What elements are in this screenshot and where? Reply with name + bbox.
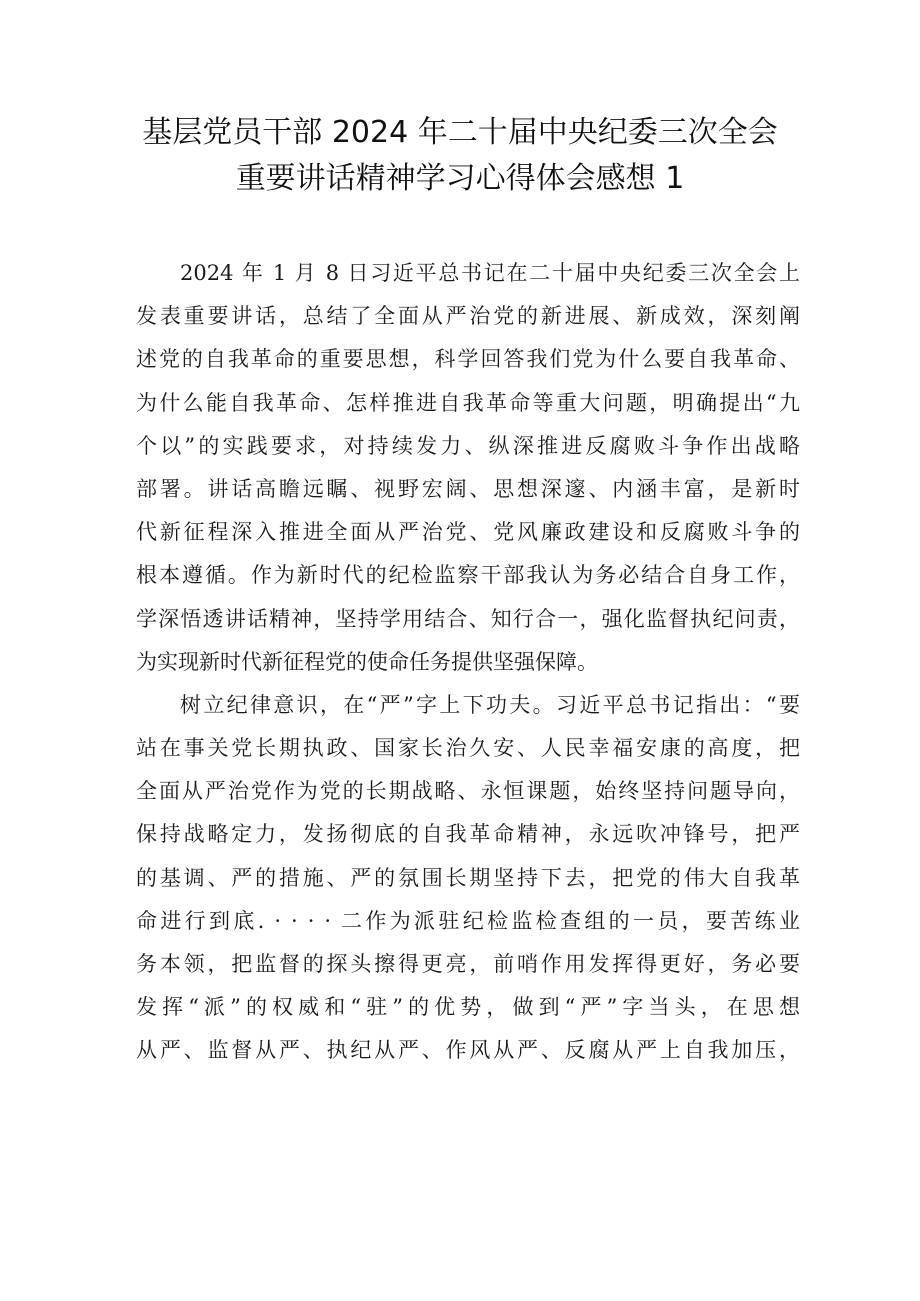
- text-line: 述党的自我革命的重要思想，科学回答我们党为什么要自我革命、: [136, 347, 800, 372]
- text-line: 根本遵循。作为新时代的纪检监察干部我认为务必结合自身工作，: [136, 563, 800, 588]
- text-line: 2024 年 1 月 8 日习近平总书记在二十届中央纪委三次全会上: [180, 261, 800, 285]
- text-line: 部署。讲话高瞻远瞩、视野宏阔、思想深邃、内涵丰富，是新时: [136, 476, 800, 501]
- text-line: 为什么能自我革命、怎样推进自我革命等重大问题，明确提出“九: [136, 390, 800, 415]
- text-line: 为实现新时代新征程党的使命任务提供坚强保障。: [136, 649, 598, 674]
- text-line: 树立纪律意识，在“严”字上下功夫。习近平总书记指出：“要: [180, 692, 800, 717]
- text-line: 站在事关党长期执政、国家长治久安、人民幸福安康的高度，把: [136, 736, 800, 761]
- text-line: 个以”的实践要求，对持续发力、纵深推进反腐败斗争作出战略: [136, 433, 800, 458]
- text-line: 的基调、严的措施、严的氛围长期坚持下去，把党的伟大自我革: [136, 865, 800, 890]
- document-body: [136, 252, 800, 1073]
- document-title: [0, 110, 920, 202]
- text-line: 务本领，把监督的探头擦得更亮，前哨作用发挥得更好，务必要: [136, 952, 800, 976]
- text-line: 全面从严治党作为党的长期战略、永恒课题，始终坚持问题导向，: [136, 779, 800, 804]
- title-line-2: 重要讲话精神学习心得体会感想 1: [235, 161, 685, 196]
- text-line: 代新征程深入推进全面从严治党、党风廉政建设和反腐败斗争的: [136, 520, 800, 545]
- text-line: 命进行到底. · · · · 二作为派驻纪检监检查组的一员，要苦练业: [136, 908, 800, 933]
- text-line: 学深悟透讲话精神，坚持学用结合、知行合一，强化监督执纪问责，: [136, 606, 800, 631]
- title-line-1: 基层党员干部 2024 年二十届中央纪委三次全会: [142, 115, 778, 150]
- text-line: 从严、监督从严、执纪从严、作风从严、反腐从严上自我加压，: [136, 1038, 800, 1063]
- paragraph-2: [136, 684, 800, 1073]
- text-line: 发表重要讲话，总结了全面从严治党的新进展、新成效，深刻阐: [136, 304, 800, 329]
- text-line: 保持战略定力，发扬彻底的自我革命精神，永远吹冲锋号，把严: [136, 822, 800, 847]
- paragraph-1: [136, 252, 800, 684]
- text-line: 发挥“派”的权威和“驻”的优势，做到“严”字当头，在思想: [136, 995, 800, 1020]
